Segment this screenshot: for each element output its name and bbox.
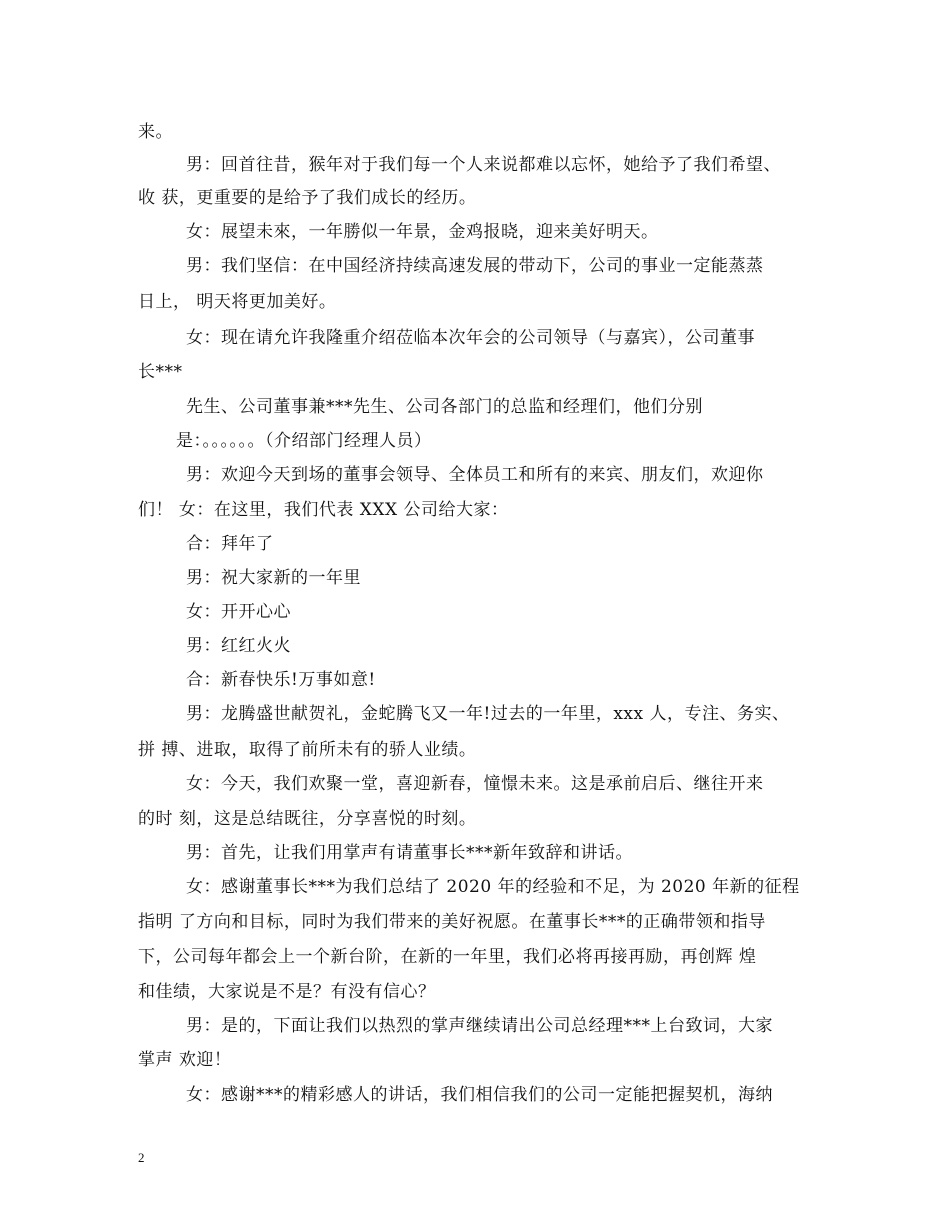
- text-line: 男：欢迎今天到场的董事会领导、全体员工和所有的来宾、朋友们，欢迎你: [186, 465, 764, 485]
- text-line: 下，公司每年都会上一个新台阶，在新的一年里，我们必将再接再励，再创辉 煌: [138, 947, 757, 967]
- text-line: 男：红红火火: [186, 636, 291, 656]
- text-line: 女：感谢董事长***为我们总结了 2020 年的经验和不足，为 2020 年新的征程: [186, 877, 800, 897]
- text-line: 和佳绩，大家说是不是？有没有信心？: [138, 982, 436, 1002]
- text-line: 合：拜年了: [186, 534, 274, 554]
- text-line: 们！ 女：在这里，我们代表 XXX 公司给大家：: [138, 500, 509, 520]
- text-line: 男：我们坚信：在中国经济持续高速发展的带动下，公司的事业一定能蒸蒸: [186, 256, 764, 276]
- text-line: 的时 刻，这是总结既往，分享喜悦的时刻。: [138, 809, 477, 829]
- text-line: 男：祝大家新的一年里: [186, 568, 361, 588]
- text-line: 收 获，更重要的是给予了我们成长的经历。: [138, 188, 477, 208]
- text-line: 女：今天，我们欢聚一堂，喜迎新春，憧憬未来。这是承前启后、继往开来: [186, 774, 764, 794]
- text-line: 长***: [138, 362, 183, 382]
- text-line: 掌声 欢迎！: [138, 1050, 232, 1070]
- text-line: 先生、公司董事兼***先生、公司各部门的总监和经理们，他们分别: [186, 397, 703, 417]
- text-line: 指明 了方向和目标，同时为我们带来的美好祝愿。在董事长***的正确带领和指导: [138, 912, 766, 932]
- text-line: 女：现在请允许我隆重介绍莅临本次年会的公司领导（与嘉宾），公司董事: [186, 328, 755, 348]
- text-line: 男：首先，让我们用掌声有请董事长***新年致辞和讲话。: [186, 843, 633, 863]
- text-line: 合：新春快乐!万事如意!: [186, 670, 376, 690]
- text-line: 女：开开心心: [186, 602, 291, 622]
- text-line: 来。: [138, 122, 173, 142]
- text-line: 男：是的，下面让我们以热烈的掌声继续请出公司总经理***上台致词，大家: [186, 1016, 773, 1036]
- text-line: 男：龙腾盛世献贺礼，金蛇腾飞又一年!过去的一年里，xxx 人，专注、务实、: [186, 704, 790, 724]
- text-line: 女：感谢***的精彩感人的讲话，我们相信我们的公司一定能把握契机，海纳: [186, 1085, 773, 1105]
- text-line: 日上， 明天将更加美好。: [138, 292, 337, 312]
- text-line: 女：展望未來，一年勝似一年景，金鸡报晓，迎来美好明天。: [186, 222, 659, 242]
- text-line: 是：。。。。。。（介绍部门经理人员）: [176, 431, 432, 451]
- text-line: 拼 搏、进取，取得了前所未有的骄人业绩。: [138, 740, 477, 760]
- text-line: 男：回首往昔，猴年对于我们每一个人来说都难以忘怀，她给予了我们希望、: [186, 155, 781, 175]
- page-number: 2: [138, 1150, 145, 1165]
